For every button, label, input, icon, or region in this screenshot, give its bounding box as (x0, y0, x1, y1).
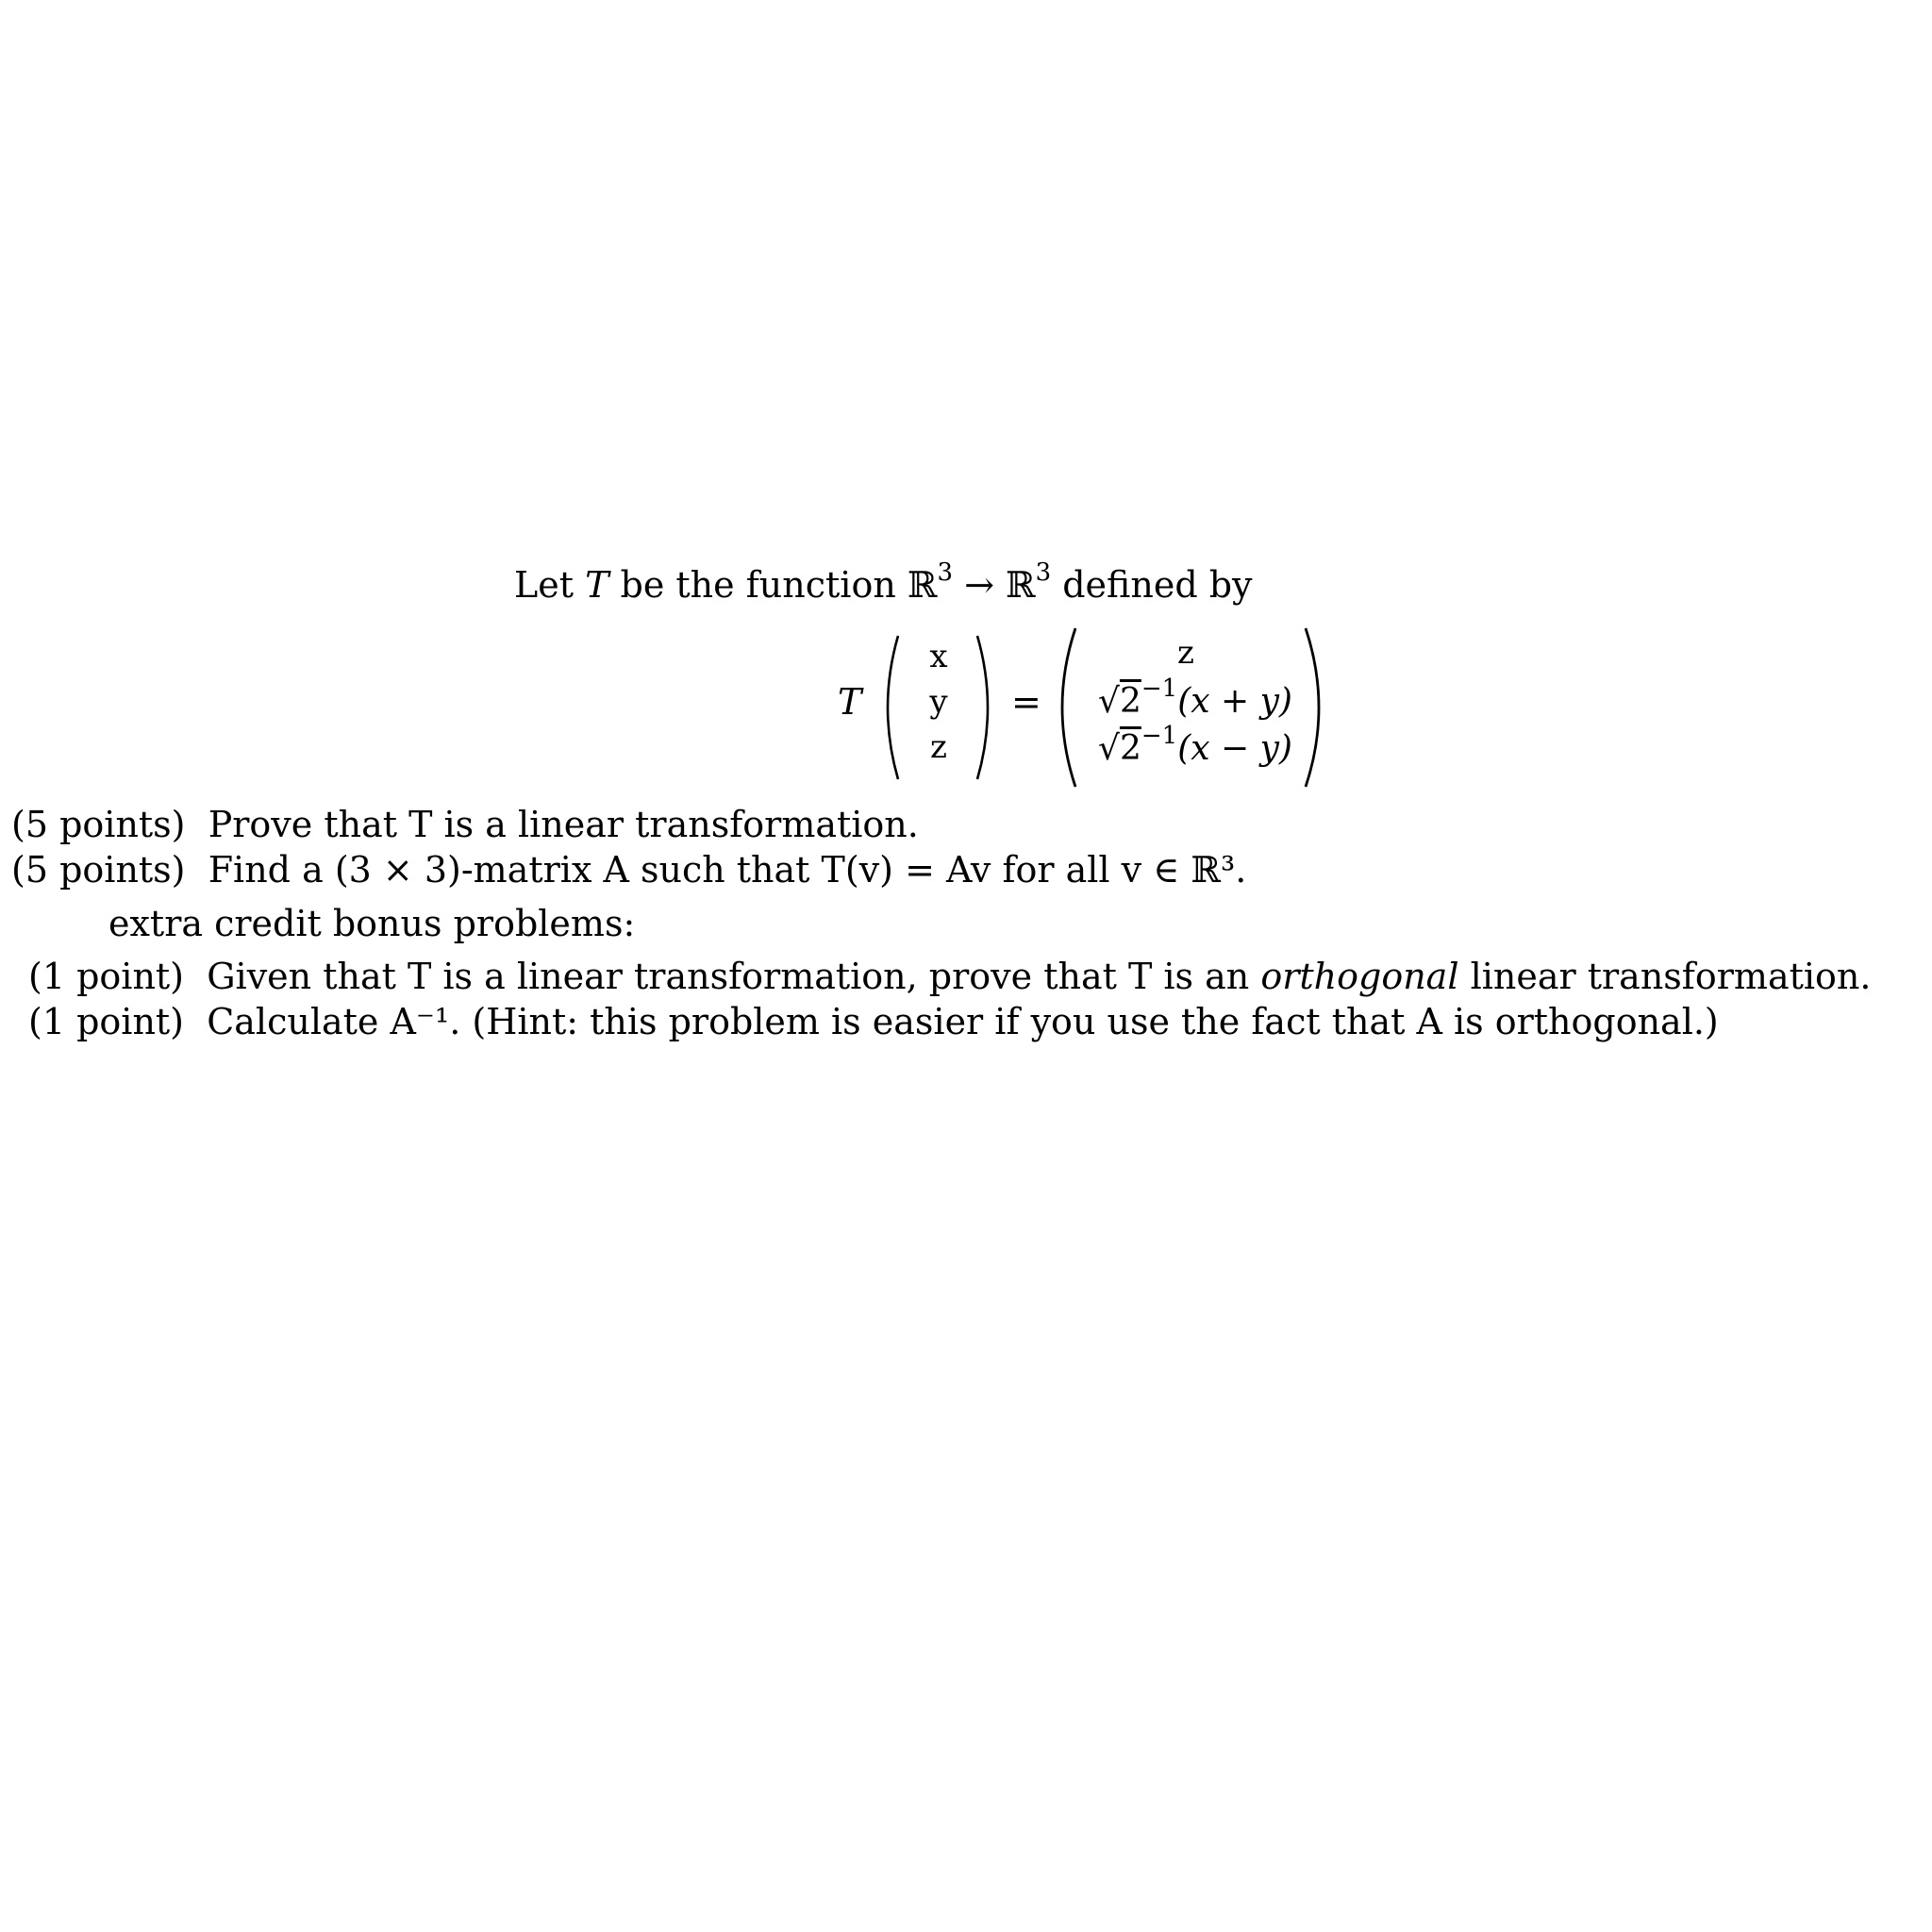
left-paren-icon (1047, 623, 1079, 792)
bonus-text-pre: Given that T is a linear transformation, prove that T is an (207, 956, 1261, 997)
sqrt-icon: √ (1098, 682, 1120, 721)
radicand: 2 (1119, 729, 1141, 768)
extra-credit-heading: extra credit bonus problems: (108, 903, 636, 944)
bonus-text-post: linear transformation. (1458, 956, 1872, 997)
output-row-sum (1098, 675, 1292, 721)
problem-points: (5 points) (11, 804, 186, 845)
intro-arrow: → ℝ (953, 564, 1036, 606)
sum-expression: (x + y) (1177, 682, 1292, 721)
bonus-text-emphasis: orthogonal (1260, 956, 1459, 997)
intro-T: T (585, 564, 609, 606)
diff-expression: (x − y) (1177, 729, 1292, 768)
exponent: −1 (1141, 722, 1178, 750)
sqrt-icon: √ (1098, 729, 1120, 768)
output-row-diff (1098, 722, 1292, 768)
exponent: −1 (1141, 675, 1178, 703)
bonus-problem-2 (28, 1001, 1719, 1042)
output-z: z (1177, 634, 1194, 672)
equation-function: T (838, 681, 862, 723)
bonus-text: Calculate A⁻¹. (Hint: this problem is easier if you use the fact that A is orthogonal.) (207, 1001, 1719, 1042)
bonus-points: (1 point) (28, 1001, 185, 1042)
problem-2 (11, 849, 1246, 891)
intro-exp1: 3 (937, 558, 953, 588)
intro-post: defined by (1051, 564, 1253, 606)
equals-sign: = (1011, 681, 1041, 723)
problem-1 (11, 804, 919, 845)
intro-mid: be the function ℝ (608, 564, 938, 606)
intro-sentence (514, 558, 1253, 606)
right-paren-icon (1302, 623, 1334, 792)
left-paren-icon (874, 623, 902, 792)
bonus-points: (1 point) (28, 956, 185, 997)
intro-pre: Let (514, 564, 586, 606)
intro-exp2: 3 (1035, 558, 1052, 588)
bonus-problem-1 (28, 956, 1871, 997)
problem-points: (5 points) (11, 849, 186, 891)
right-paren-icon (974, 623, 1002, 792)
transformation-equation (830, 623, 1358, 792)
problem-text: Find a (3 × 3)-matrix A such that T(v) = Av for all v ∈ ℝ³. (208, 849, 1247, 891)
input-y: y (929, 683, 948, 721)
problem-text: Prove that T is a linear transformation. (208, 804, 919, 845)
input-x: x (929, 638, 948, 675)
input-z: z (930, 728, 947, 766)
radicand: 2 (1119, 682, 1141, 721)
